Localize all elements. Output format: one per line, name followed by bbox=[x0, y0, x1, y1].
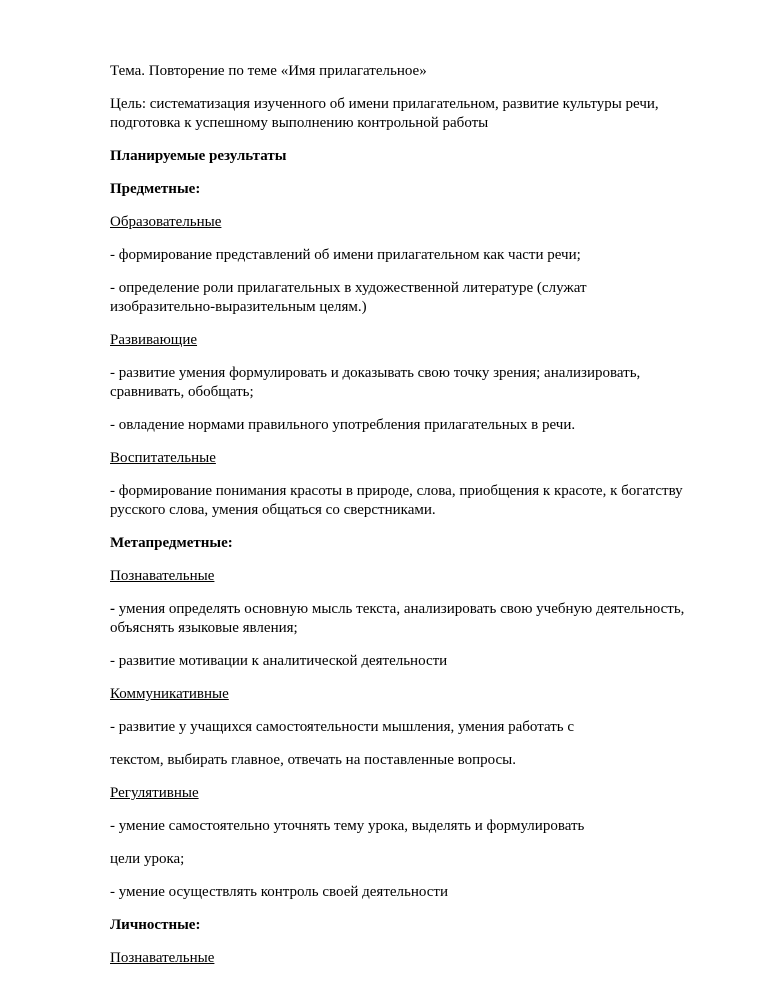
upbringing-item-line: русского слова, умения общаться со сверстниками. bbox=[110, 502, 436, 518]
cognitive-item: - развитие мотивации к аналитической деятельности bbox=[110, 653, 448, 669]
planned-results-heading: Планируемые результаты bbox=[110, 148, 287, 164]
educational-item-line: изобразительно-выразительным целям.) bbox=[110, 299, 367, 315]
regulatory-heading: Регулятивные bbox=[110, 785, 199, 801]
topic-line: Тема. Повторение по теме «Имя прилагательное» bbox=[110, 63, 427, 79]
communicative-item: текстом, выбирать главное, отвечать на поставленные вопросы. bbox=[110, 752, 516, 768]
upbringing-heading: Воспитательные bbox=[110, 450, 216, 466]
educational-item bbox=[110, 279, 720, 317]
educational-item-line: - определение роли прилагательных в художественной литературе (служат bbox=[110, 280, 587, 296]
communicative-heading: Коммуникативные bbox=[110, 686, 229, 702]
educational-item: - формирование представлений об имени прилагательном как части речи; bbox=[110, 247, 581, 263]
metasubject-heading: Метапредметные: bbox=[110, 535, 233, 551]
developing-item-line: сравнивать, обобщать; bbox=[110, 384, 254, 400]
regulatory-item: цели урока; bbox=[110, 851, 185, 867]
developing-item-line: - развитие умения формулировать и доказывать свою точку зрения; анализировать, bbox=[110, 365, 641, 381]
upbringing-item-line: - формирование понимания красоты в природе, слова, приобщения к красоте, к богатству bbox=[110, 483, 683, 499]
regulatory-item: - умение осуществлять контроль своей деятельности bbox=[110, 884, 448, 900]
personal-heading: Личностные: bbox=[110, 917, 201, 933]
personal-cognitive-heading: Познавательные bbox=[110, 950, 215, 966]
communicative-item: - развитие у учащихся самостоятельности мышления, умения работать с bbox=[110, 719, 575, 735]
document-page bbox=[110, 62, 720, 982]
cognitive-item-line: объяснять языковые явления; bbox=[110, 620, 298, 636]
cognitive-item-dash: - bbox=[110, 601, 115, 617]
cognitive-item-text: умения определять основную мысль текста, анализировать свою учебную деятельность, bbox=[115, 601, 685, 617]
goal-line: подготовка к успешному выполнению контрольной работы bbox=[110, 115, 489, 131]
goal-line: Цель: систематизация изученного об имени прилагательном, развитие культуры речи, bbox=[110, 96, 659, 112]
educational-heading: Образовательные bbox=[110, 214, 222, 230]
developing-heading: Развивающие bbox=[110, 332, 198, 348]
cognitive-item-line bbox=[110, 600, 720, 619]
goal-paragraph bbox=[110, 95, 720, 133]
cognitive-item bbox=[110, 600, 720, 638]
developing-item bbox=[110, 364, 720, 402]
regulatory-item: - умение самостоятельно уточнять тему урока, выделять и формулировать bbox=[110, 818, 585, 834]
cognitive-heading: Познавательные bbox=[110, 568, 215, 584]
upbringing-item bbox=[110, 482, 720, 520]
developing-item: - овладение нормами правильного употребления прилагательных в речи. bbox=[110, 417, 576, 433]
subject-results-heading: Предметные: bbox=[110, 181, 201, 197]
